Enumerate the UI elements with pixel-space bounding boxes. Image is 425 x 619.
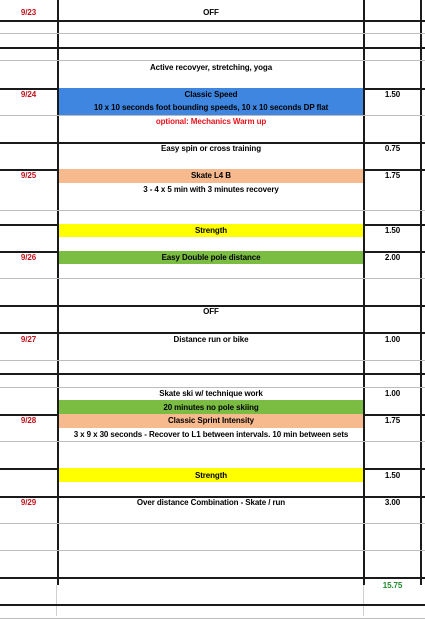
row-border <box>0 577 425 579</box>
date-cell: 9/25 <box>20 171 37 181</box>
activity-cell: Active recovyer, stretching, yoga <box>149 62 273 72</box>
row-gridline <box>0 360 425 361</box>
row-gridline <box>0 278 425 279</box>
activity-cell: Classic Speed <box>59 88 363 102</box>
footer-divider-1 <box>363 585 364 616</box>
row-border <box>0 20 425 22</box>
activity-cell: Skate L4 B <box>59 169 363 183</box>
activity-cell: Skate ski w/ technique work <box>159 389 263 399</box>
row-gridline <box>0 523 425 524</box>
activity-cell: Strength <box>59 224 363 238</box>
hours-cell: 2.00 <box>384 253 401 263</box>
activity-cell: Over distance Combination - Skate / run <box>136 497 286 507</box>
row-gridline <box>0 441 425 442</box>
activity-cell: Easy Double pole distance <box>59 251 363 265</box>
row-gridline <box>0 210 425 211</box>
activity-cell: OFF <box>203 8 219 18</box>
date-cell: 9/27 <box>20 334 37 344</box>
row-gridline <box>0 550 425 551</box>
activity-cell: OFF <box>203 307 219 317</box>
activity-cell: optional: Mechanics Warm up <box>155 117 267 127</box>
date-cell: 9/29 <box>20 497 37 507</box>
hours-cell: 1.75 <box>384 416 401 426</box>
hours-cell: 1.50 <box>384 89 401 99</box>
activity-cell: 10 x 10 seconds foot bounding speeds, 10 x 10 seconds DP flat <box>59 101 363 115</box>
hours-cell: 0.75 <box>384 144 401 154</box>
activity-cell: Classic Sprint Intensity <box>59 414 363 428</box>
activity-cell: 3 x 9 x 30 seconds - Recover to L1 between intervals. 10 min between sets <box>73 429 349 439</box>
hours-cell: 1.50 <box>384 470 401 480</box>
date-cell: 9/28 <box>20 416 37 426</box>
footer-divider-0 <box>56 585 57 616</box>
row-border <box>0 373 425 375</box>
hours-cell: 3.00 <box>384 497 401 507</box>
activity-cell: Easy spin or cross training <box>161 144 261 154</box>
total-hours: 15.75 <box>382 581 403 591</box>
hours-cell: 1.00 <box>384 389 401 399</box>
hours-cell: 1.75 <box>384 171 401 181</box>
row-gridline <box>0 33 425 34</box>
date-cell: 9/24 <box>20 89 37 99</box>
row-border <box>0 47 425 49</box>
row-border <box>0 604 425 606</box>
date-cell: 9/23 <box>20 8 37 18</box>
activity-cell: 3 - 4 x 5 min with 3 minutes recovery <box>143 185 279 195</box>
hours-cell: 1.00 <box>384 334 401 344</box>
activity-cell: Distance run or bike <box>173 334 249 344</box>
date-cell: 9/26 <box>20 253 37 263</box>
hours-cell: 1.50 <box>384 225 401 235</box>
activity-cell: 20 minutes no pole skiing <box>59 400 363 414</box>
activity-cell: Strength <box>59 468 363 482</box>
